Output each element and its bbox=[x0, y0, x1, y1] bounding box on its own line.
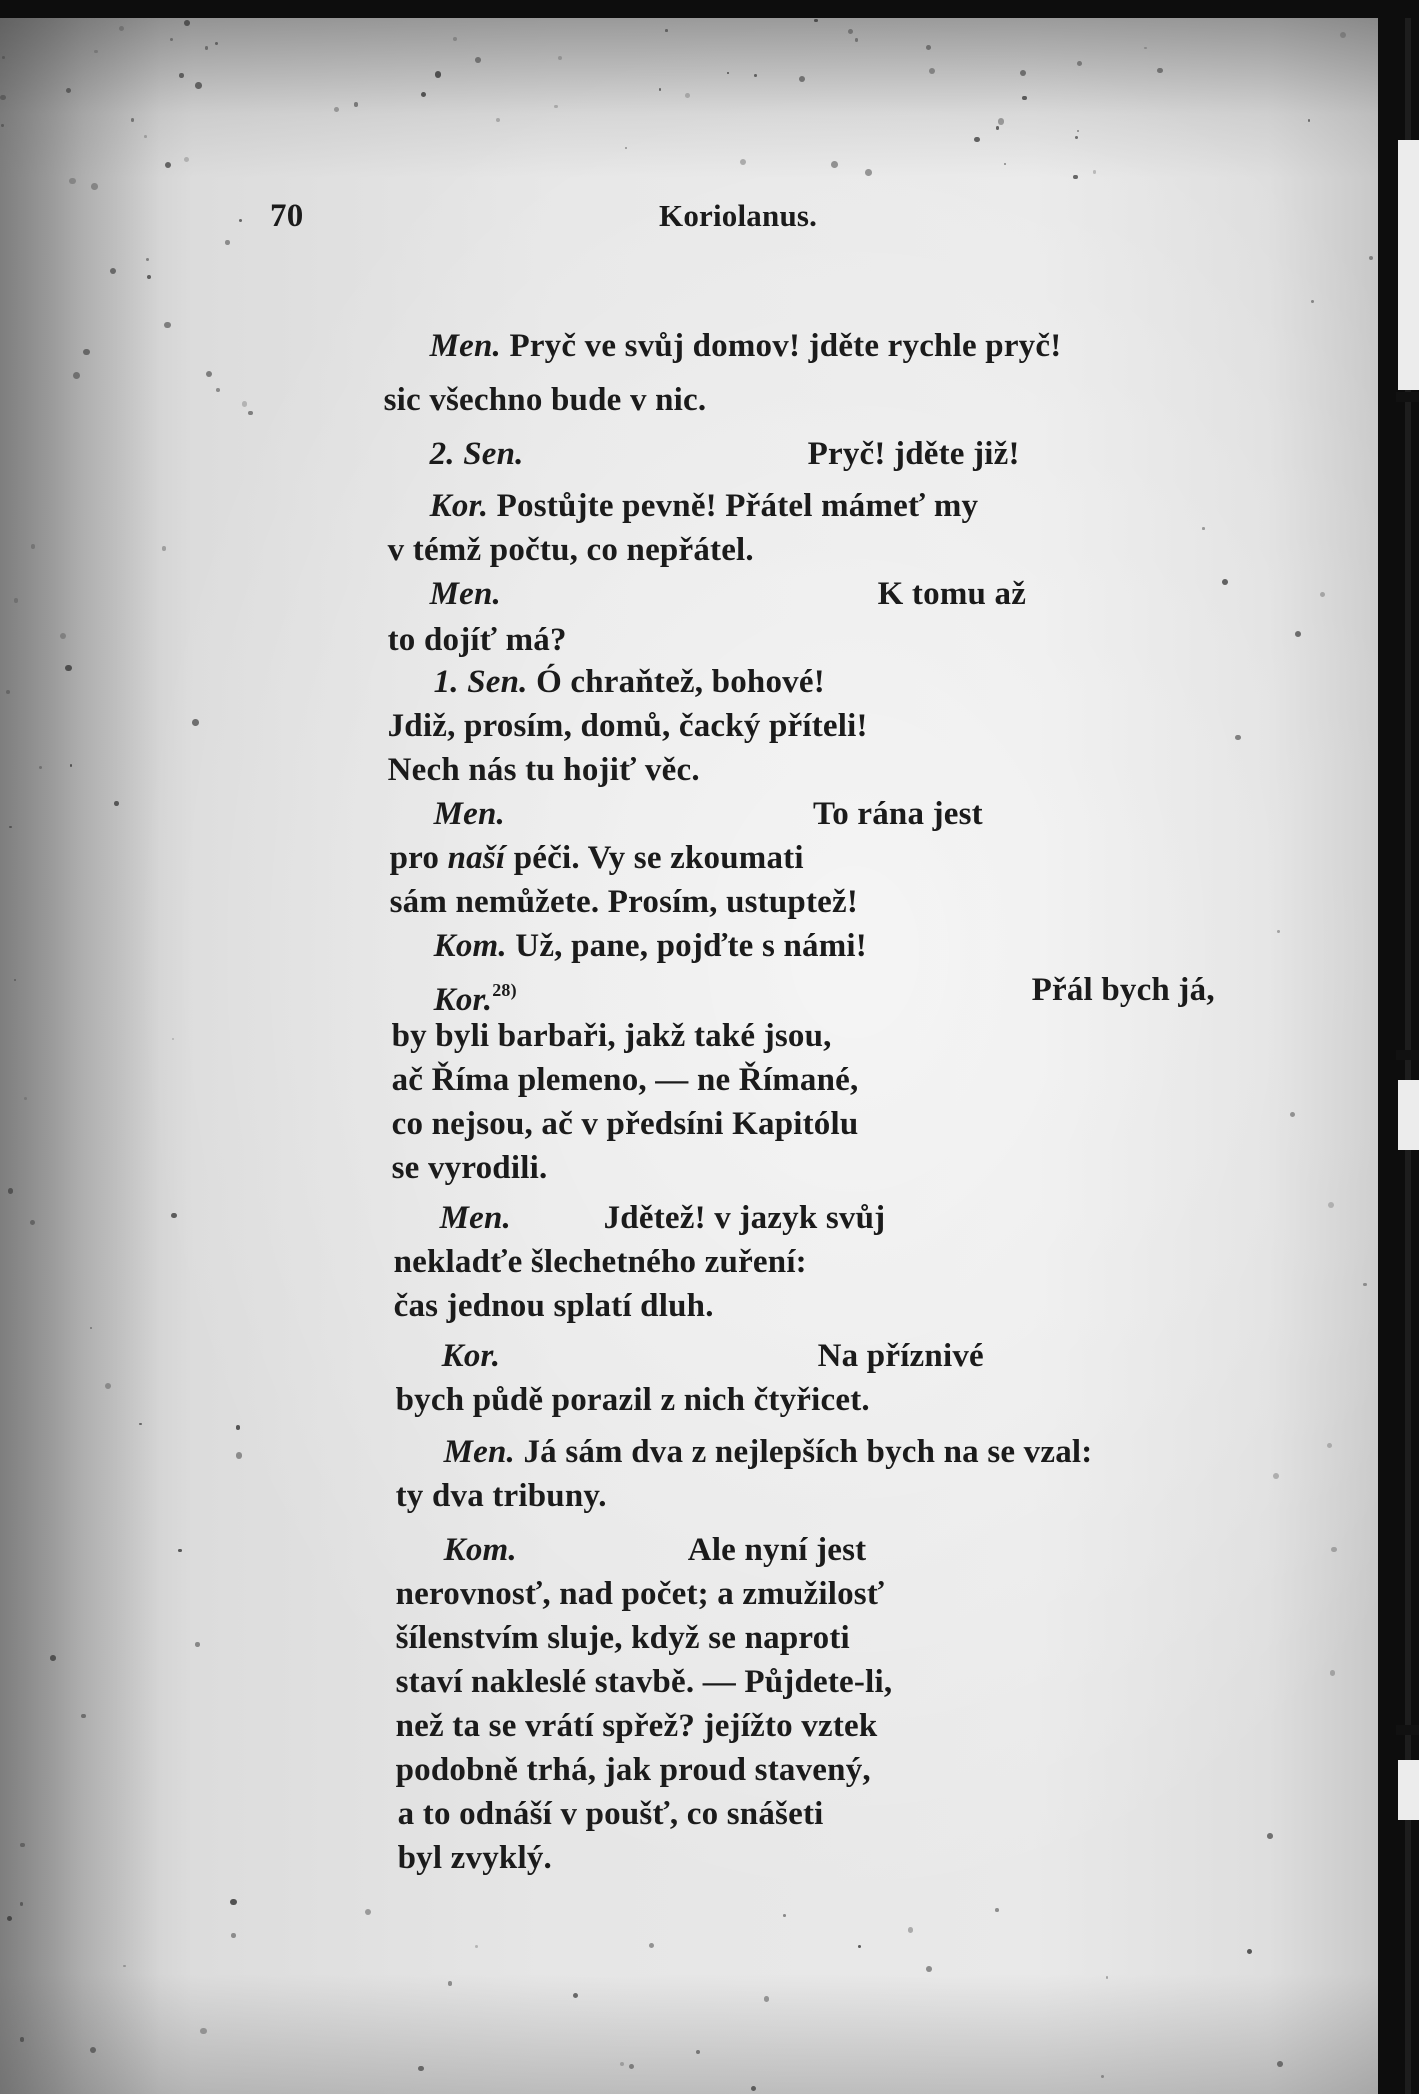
paper-speck bbox=[1073, 175, 1077, 179]
line-text: šílenstvím sluje, když se naproti bbox=[395, 1620, 850, 1656]
paper-speck bbox=[665, 29, 668, 32]
page-shadow-left bbox=[0, 18, 160, 2094]
paper-speck bbox=[60, 633, 66, 639]
speaker-label: Kom. bbox=[433, 928, 507, 964]
paper-speck bbox=[1290, 1112, 1295, 1117]
paper-speck bbox=[231, 1933, 236, 1938]
paper-speck bbox=[8, 1188, 14, 1194]
paper-speck bbox=[248, 411, 252, 415]
paper-speck bbox=[146, 258, 149, 261]
paper-speck bbox=[659, 88, 661, 90]
paper-speck bbox=[2, 56, 5, 59]
paper-speck bbox=[216, 388, 220, 392]
paper-speck bbox=[998, 118, 1005, 125]
paper-speck bbox=[1328, 1202, 1335, 1209]
line-text: pro bbox=[389, 840, 448, 876]
line-text: nekladťe šlechetného zuření: bbox=[393, 1244, 807, 1280]
speaker-label: 2. Sen. bbox=[429, 436, 524, 472]
paper-speck bbox=[475, 1945, 478, 1948]
paper-speck bbox=[236, 1452, 242, 1458]
paper-speck bbox=[649, 1943, 654, 1948]
paper-speck bbox=[453, 37, 457, 41]
speaker-label: Men. bbox=[429, 328, 502, 364]
paper-speck bbox=[14, 598, 18, 602]
line-text: staví nakleslé stavbě. — Půjdete-li, bbox=[395, 1664, 893, 1700]
paper-speck bbox=[20, 1902, 23, 1905]
paper-speck bbox=[31, 544, 35, 548]
paper-speck bbox=[764, 1996, 770, 2002]
text-line bbox=[330, 1798, 552, 1918]
paper-speck bbox=[629, 2064, 634, 2069]
paper-speck bbox=[164, 322, 171, 329]
paper-speck bbox=[81, 1714, 85, 1718]
book-page bbox=[0, 18, 1378, 2094]
paper-speck bbox=[334, 107, 339, 112]
line-text: podobně trhá, jak proud stavený, bbox=[395, 1752, 871, 1788]
paper-speck bbox=[1075, 136, 1078, 139]
paper-speck bbox=[195, 1642, 200, 1647]
line-text: čas jednou splatí dluh. bbox=[393, 1288, 714, 1324]
line-text: a to odnáší v poušť, co snášeti bbox=[397, 1796, 824, 1832]
paper-speck bbox=[1101, 2075, 1104, 2078]
paper-speck bbox=[1267, 1833, 1273, 1839]
paper-speck bbox=[831, 161, 838, 168]
speaker-label: Kor. bbox=[429, 488, 489, 524]
paper-speck bbox=[171, 1213, 177, 1219]
paper-speck bbox=[1277, 930, 1280, 933]
paper-speck bbox=[24, 1097, 27, 1100]
line-text: by byli barbaři, jakž také jsou, bbox=[391, 1018, 832, 1054]
line-text: Postůjte pevně! Přátel mámeť my bbox=[488, 488, 979, 524]
paper-speck bbox=[239, 219, 242, 222]
paper-speck bbox=[926, 1966, 932, 1972]
line-text: v témž počtu, co nepřátel. bbox=[387, 532, 754, 568]
line-text: Pryč ve svůj domov! jděte rychle pryč! bbox=[501, 328, 1062, 364]
paper-speck bbox=[558, 56, 562, 60]
paper-speck bbox=[783, 1914, 786, 1917]
paper-speck bbox=[206, 371, 212, 377]
speaker-label: Men. bbox=[433, 796, 506, 832]
paper-speck bbox=[225, 240, 229, 244]
line-text: Ale nyní jest bbox=[687, 1532, 867, 1568]
paper-speck bbox=[855, 38, 859, 42]
line-text: ač Říma plemeno, — ne Římané, bbox=[391, 1062, 859, 1098]
paper-speck bbox=[865, 169, 872, 176]
page-edge-gap bbox=[1398, 140, 1419, 390]
paper-speck bbox=[1327, 1443, 1332, 1448]
footnote-marker: 28) bbox=[492, 980, 517, 1000]
page-shadow-top bbox=[0, 18, 1378, 178]
paper-speck bbox=[165, 162, 171, 168]
paper-speck bbox=[1077, 130, 1079, 132]
paper-speck bbox=[421, 92, 426, 97]
page-edge-tick bbox=[1396, 1725, 1419, 1735]
line-text: sic všechno bude v nic. bbox=[383, 382, 707, 418]
line-text: Jdětež! v jazyk svůj bbox=[603, 1200, 886, 1236]
paper-speck bbox=[1022, 96, 1027, 101]
paper-speck bbox=[73, 372, 80, 379]
paper-speck bbox=[1144, 47, 1146, 49]
paper-speck bbox=[554, 105, 558, 109]
paper-speck bbox=[1222, 579, 1228, 585]
paper-speck bbox=[6, 690, 10, 694]
paper-speck bbox=[172, 1038, 174, 1040]
line-text: nerovnosť, nad počet; a zmužilosť bbox=[395, 1576, 885, 1612]
paper-speck bbox=[205, 46, 208, 49]
line-text: Já sám dva z nejlepších bych na se vzal: bbox=[515, 1434, 1093, 1470]
paper-speck bbox=[496, 118, 500, 122]
paper-speck bbox=[139, 1423, 141, 1425]
paper-speck bbox=[91, 183, 98, 190]
paper-speck bbox=[418, 2066, 423, 2071]
paper-speck bbox=[192, 719, 199, 726]
paper-speck bbox=[1235, 735, 1241, 741]
running-title: Koriolanus. bbox=[659, 198, 818, 233]
paper-speck bbox=[1295, 631, 1301, 637]
paper-speck bbox=[858, 1945, 861, 1948]
paper-speck bbox=[727, 72, 729, 74]
paper-speck bbox=[236, 1425, 240, 1429]
line-text: ty dva tribuny. bbox=[395, 1478, 607, 1514]
paper-speck bbox=[184, 20, 190, 26]
paper-speck bbox=[1320, 592, 1325, 597]
line-text: Už, pane, pojďte s námi! bbox=[506, 928, 867, 964]
paper-speck bbox=[114, 801, 119, 806]
page-edge-tick bbox=[1396, 392, 1419, 402]
page-edge-tick bbox=[1396, 1050, 1419, 1060]
paper-speck bbox=[995, 1908, 999, 1912]
line-text: Ó chraňtež, bohové! bbox=[527, 664, 825, 700]
speaker-label: Men. bbox=[429, 576, 502, 612]
paper-speck bbox=[94, 50, 98, 54]
paper-speck bbox=[435, 71, 441, 77]
line-text: byl zvyklý. bbox=[397, 1840, 552, 1876]
paper-speck bbox=[144, 135, 147, 138]
line-text: bych půdě porazil z nich čtyřicet. bbox=[395, 1382, 870, 1418]
speaker-label: Men. bbox=[443, 1434, 516, 1470]
paper-speck bbox=[448, 1981, 452, 1985]
line-text: K tomu až bbox=[877, 576, 1027, 612]
paper-speck bbox=[65, 665, 72, 672]
page-number: 70 bbox=[270, 198, 304, 234]
line-text: Na příznivé bbox=[817, 1338, 984, 1374]
line-text: Pryč! jděte již! bbox=[807, 436, 1020, 472]
paper-speck bbox=[926, 45, 931, 50]
paper-speck bbox=[70, 764, 72, 766]
paper-speck bbox=[50, 1655, 56, 1661]
paper-speck bbox=[230, 1899, 236, 1905]
paper-speck bbox=[0, 95, 6, 101]
page-shadow-bottom bbox=[0, 1974, 1378, 2094]
emphasized-text: naší bbox=[447, 840, 506, 876]
paper-speck bbox=[178, 1549, 181, 1552]
paper-speck bbox=[1308, 119, 1311, 122]
paper-speck bbox=[814, 19, 817, 22]
paper-speck bbox=[685, 93, 690, 98]
paper-speck bbox=[1247, 1949, 1252, 1954]
paper-speck bbox=[1311, 300, 1314, 303]
paper-speck bbox=[908, 1927, 913, 1932]
paper-speck bbox=[195, 82, 202, 89]
paper-speck bbox=[242, 401, 248, 407]
paper-speck bbox=[1330, 1670, 1335, 1675]
line-text: Jdiž, prosím, domů, čacký příteli! bbox=[387, 708, 868, 744]
line-text: se vyrodili. bbox=[391, 1150, 548, 1186]
paper-speck bbox=[996, 126, 1000, 130]
speaker-label: Men. bbox=[439, 1200, 512, 1236]
line-text: Přál bych já, bbox=[1031, 972, 1215, 1008]
speaker-label: 1. Sen. bbox=[433, 664, 528, 700]
paper-speck bbox=[1331, 1547, 1336, 1552]
paper-speck bbox=[1273, 1473, 1279, 1479]
paper-speck bbox=[754, 74, 757, 77]
speaker-label: Kor. bbox=[433, 982, 493, 1018]
text-line-tail bbox=[810, 534, 1026, 654]
line-text: to dojíť má? bbox=[387, 622, 567, 658]
speaker-label: Kor. bbox=[441, 1338, 501, 1374]
line-text: Nech nás tu hojiť věc. bbox=[387, 752, 700, 788]
paper-speck bbox=[179, 73, 184, 78]
page-edge-gap bbox=[1398, 1080, 1419, 1150]
paper-speck bbox=[1369, 256, 1373, 260]
paper-speck bbox=[1202, 527, 1205, 530]
line-text: než ta se vrátí spřež? jejížto vztek bbox=[395, 1708, 878, 1744]
paper-speck bbox=[974, 137, 979, 142]
paper-speck bbox=[696, 2050, 700, 2054]
paper-speck bbox=[162, 546, 166, 550]
page-edge-gap bbox=[1398, 1760, 1419, 1820]
paper-speck bbox=[1157, 68, 1163, 74]
line-text: sám nemůžete. Prosím, ustuptež! bbox=[389, 884, 859, 920]
line-text: péči. Vy se zkoumati bbox=[505, 840, 804, 876]
text-line-tail bbox=[964, 930, 1215, 1050]
paper-speck bbox=[131, 118, 135, 122]
paper-speck bbox=[1, 124, 3, 126]
paper-speck bbox=[1363, 1283, 1367, 1287]
paper-speck bbox=[1004, 163, 1006, 165]
line-text: co nejsou, ač v předsíni Kapitólu bbox=[391, 1106, 859, 1142]
line-text: To rána jest bbox=[813, 796, 983, 832]
speaker-label: Kom. bbox=[443, 1532, 517, 1568]
